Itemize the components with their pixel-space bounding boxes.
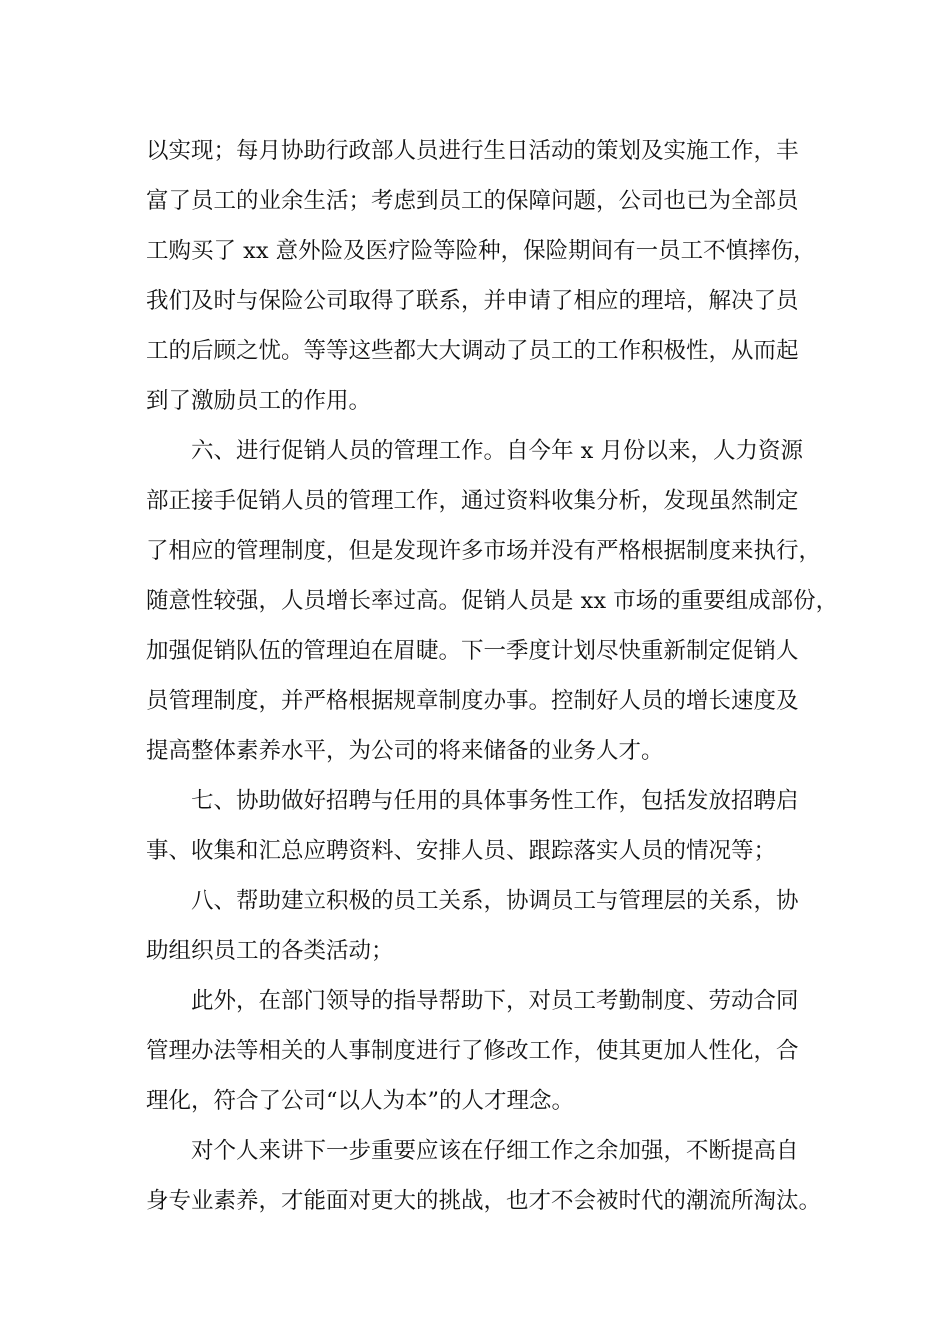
text-line: 富了员工的业余生活；考虑到员工的保障问题，公司也已为全部员 — [146, 188, 799, 214]
text-line: 管理办法等相关的人事制度进行了修改工作，使其更加人性化，合 — [146, 1038, 799, 1064]
text-line: 随意性较强，人员增长率过高。促销人员是 xx 市场的重要组成部份， — [146, 588, 839, 614]
paragraph-seven-start: 七、协助做好招聘与任用的具体事务性工作，包括发放招聘启 — [191, 788, 799, 814]
text-line: 事、收集和汇总应聘资料、安排人员、跟踪落实人员的情况等； — [146, 838, 777, 864]
text-line: 我们及时与保险公司取得了联系，并申请了相应的理培，解决了员 — [146, 288, 799, 314]
text-line: 以实现；每月协助行政部人员进行生日活动的策划及实施工作，丰 — [146, 138, 799, 164]
text-line: 加强促销队伍的管理迫在眉睫。下一季度计划尽快重新制定促销人 — [146, 638, 799, 664]
text-line: 提高整体素养水平，为公司的将来储备的业务人才。 — [146, 738, 664, 764]
text-line: 工的后顾之忧。等等这些都大大调动了员工的工作积极性，从而起 — [146, 338, 799, 364]
paragraph-personal-start: 对个人来讲下一步重要应该在仔细工作之余加强，不断提高自 — [191, 1138, 799, 1164]
text-line: 员管理制度，并严格根据规章制度办事。控制好人员的增长速度及 — [146, 688, 799, 714]
paragraph-eight-start: 八、帮助建立积极的员工关系，协调员工与管理层的关系，协 — [191, 888, 799, 914]
text-line: 身专业素养，才能面对更大的挑战，也才不会被时代的潮流所淘汰。 — [146, 1188, 822, 1214]
paragraph-six-start: 六、进行促销人员的管理工作。自今年 x 月份以来，人力资源 — [191, 438, 803, 464]
paragraph-additional-start: 此外，在部门领导的指导帮助下，对员工考勤制度、劳动合同 — [191, 988, 799, 1014]
text-line: 理化，符合了公司“以人为本”的人才理念。 — [146, 1088, 575, 1114]
text-line: 到了激励员工的作用。 — [146, 388, 372, 414]
text-line: 部正接手促销人员的管理工作，通过资料收集分析，发现虽然制定 — [146, 488, 799, 514]
text-line: 工购买了 xx 意外险及医疗险等险种，保险期间有一员工不慎摔伤， — [146, 238, 816, 264]
text-line: 助组织员工的各类活动； — [146, 938, 394, 964]
text-line: 了相应的管理制度，但是发现许多市场并没有严格根据制度来执行， — [146, 538, 822, 564]
